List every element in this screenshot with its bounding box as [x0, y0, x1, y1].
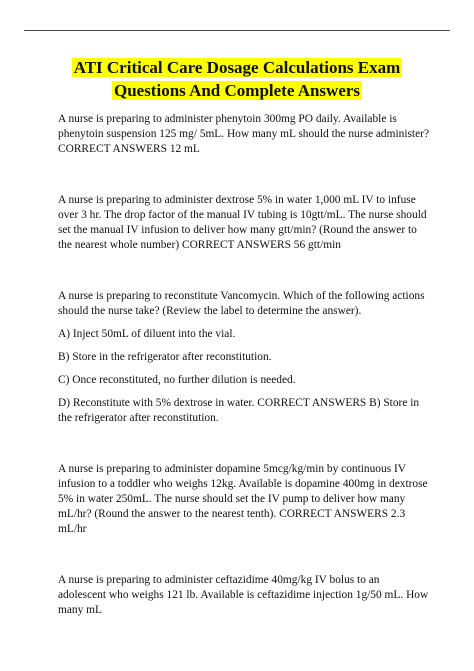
spacer: [58, 545, 430, 573]
title-line-2: Questions And Complete Answers: [113, 81, 361, 100]
question-3-stem: A nurse is preparing to reconstitute Vancomycin. Which of the following actions should the nurse take? (Review the label to determine the answer).: [58, 290, 425, 317]
top-divider: [24, 30, 450, 31]
question-3-option-d: D) Reconstitute with 5% dextrose in water. CORRECT ANSWERS B) Store in the refrigerator after reconstitution.: [58, 397, 420, 424]
spacer: [58, 165, 430, 193]
question-4: A nurse is preparing to administer dopamine 5mcg/kg/min by continuous IV infusion to a toddler who weighs 12kg. Available is dopamine 400mg in dextrose 5% in water 250mL. The nurse should set the IV pump to deliver how many mL/hr? (Round the answer to the nearest tenth). CORRECT ANSWERS 2.3 mL/hr: [58, 463, 428, 535]
title-line-1: ATI Critical Care Dosage Calculations Exam: [73, 58, 401, 77]
question-3-option-c: C) Once reconstituted, no further dilution is needed.: [58, 374, 296, 386]
question-2: A nurse is preparing to administer dextrose 5% in water 1,000 mL IV to infuse over 3 hr. The drop factor of the manual IV tubing is 10gtt/mL. The nurse should set the manual IV infusion to deliver how many gtt/min? (Round the answer to the nearest whole number) CORRECT ANSWERS 56 gtt/min: [58, 194, 427, 251]
document-body: [58, 112, 430, 626]
question-3-option-b: B) Store in the refrigerator after reconstitution.: [58, 351, 272, 363]
spacer: [58, 261, 430, 289]
question-5: A nurse is preparing to administer ceftazidime 40mg/kg IV bolus to an adolescent who weighs 121 lb. Available is ceftazidime injection 1g/50 mL. How many mL: [58, 574, 429, 616]
document-title: [40, 56, 434, 102]
question-1: A nurse is preparing to administer phenytoin 300mg PO daily. Available is phenytoin suspension 125 mg/ 5mL. How many mL should the nurse administer? CORRECT ANSWERS 12 mL: [58, 113, 429, 155]
spacer: [58, 434, 430, 462]
question-3-option-a: A) Inject 50mL of diluent into the vial.: [58, 328, 236, 340]
